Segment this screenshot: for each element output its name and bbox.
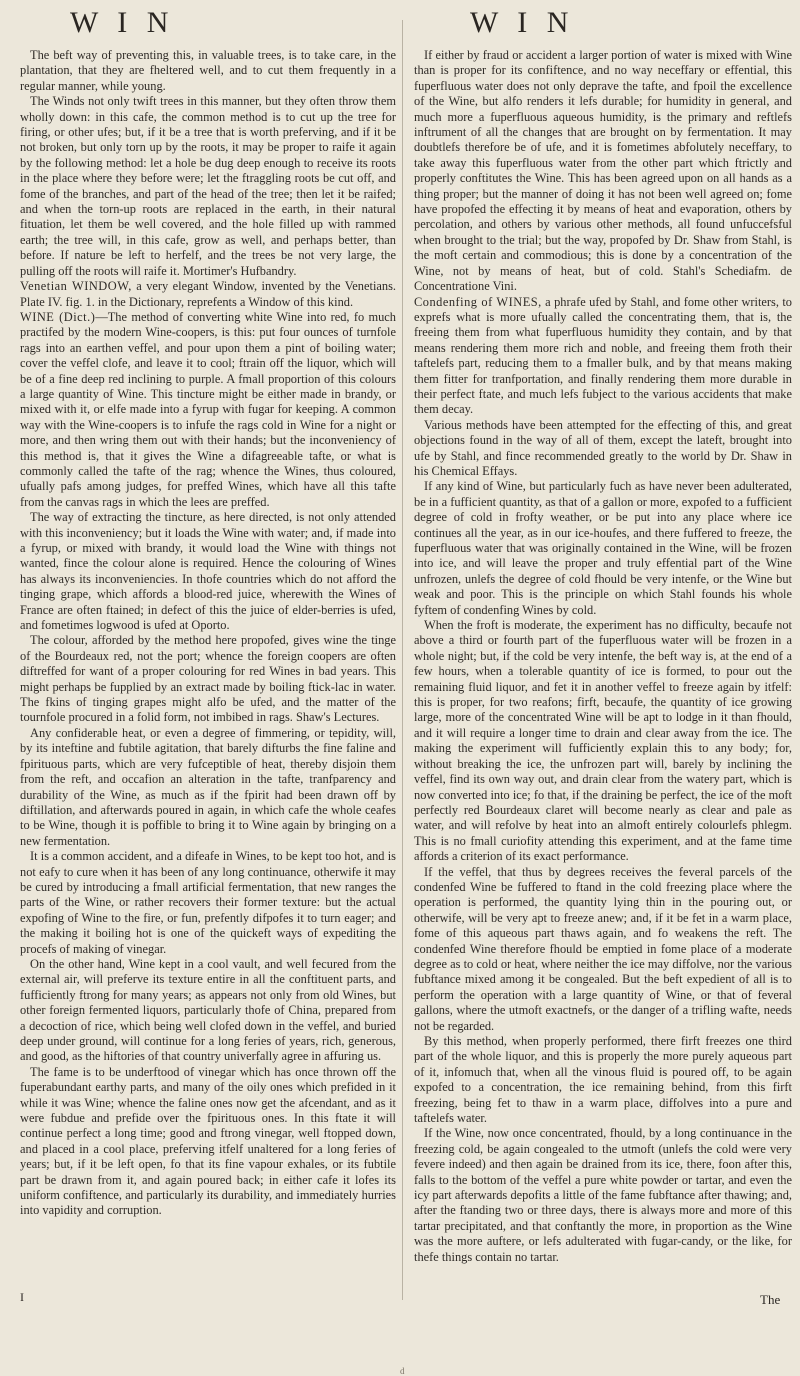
folio-mark: d [400,1366,405,1376]
paragraph: If the Wine, now once concentrated, fhould, by a long continuance in the freezing cold, be again congealed to the utmoft (unlefs the cold were very fevere indeed) and then again be drained from its ice, there, foon after this, falls to the bottom of the veffel a pure white powder or tartar, and even the icy part afterwards depofits a little of the fame fubftance after thawing; and, after the ftanding two or three days, there is always more and more of this tartar precipitated, and that conftantly the more, in proportion as the Wine was the more auftere, or lefs adulterated with fugar-candy, or the like, for thefe things contain no tartar. [414,1126,792,1264]
paragraph: The colour, afforded by the method here propofed, gives wine the tinge of the Bourdeaux red, not the port; whence the foreign coopers are often diftreffed for want of a proper colouring for red Wines in bad years. This might perhaps be fupplied by an extract made by boiling ftick-lac in water. The fkins of tinging grapes might alfo be ufed, and the matter of the tournfole procured in a folid form, not imbibed in rags. Shaw's Lectures. [20,633,396,725]
paragraph: When the froft is moderate, the experiment has no difficulty, becaufe not above a third or fourth part of the fuperfluous water will be frozen in a whole night; but, if the cold be very intenfe, the beft way is, at the end of a few hours, when a tolerable quantity of ice is formed, to pour out the remaining fluid liquor, and fet it in another veffel to freeze again by itfelf: this is proper, for two reafons; firft, becaufe, the quantity of ice growing large, more of the concentrated Wine will be apt to lodge in it than fhould, and it will require a longer time to drain and clear away from the ice. The making the experiment will fufficiently explain this to any body; for, without breaking the ice, the unfrozen part will, barely by inclining the veffel, find its own way out, and drain clear from the watery part, which is now converted into ice; fo that, if the draining be perfect, the ice of the moft perfectly red Bourdeaux claret will become nearly as clear and pale as water, and will refolve by heat into an almoft entirely colourlefs phlegm. This is no fmall curiofity attending this experiment, and at the fame time affords a criterion of its exact performance. [414,618,792,864]
dictionary-entry [20,279,396,310]
entry-headword: Venetian WINDOW, [20,279,132,294]
entry-headword: Condenfing of WINES, [414,294,542,309]
entry-text: a very elegant Window, invented by the Venetians. Plate IV. fig. 1. in the Dictionary, reprefents a Window of this kind. [20,279,396,309]
running-head-right: W I N [470,6,575,39]
entry-headword: WINE (Dict.) [20,309,96,324]
dictionary-entry [414,295,792,418]
signature-mark: I [20,1290,24,1304]
dictionary-entry [20,310,396,510]
left-column [20,48,396,1219]
paragraph: On the other hand, Wine kept in a cool vault, and well fecured from the external air, will preferve its texture entire in all the conftituent parts, and fufficiently ftrong for many years; as appears not only from old Wines, but other foreign fermented liquors, particularly thofe of China, prepared from a decoction of rice, which being well clofed down in the veffel, and buried deep under ground, will continue for a long feries of years, rich, generous, and good, as the hiftories of that country univerfally agree in affuring us. [20,956,396,1064]
catchword: The [760,1292,781,1307]
right-column [414,48,792,1265]
entry-text: a phrafe ufed by Stahl, and fome other writers, to exprefs what is more ufually called the concentrating them, that is, the freeing them from what fuperfluous humidity they contain, and by that means rendering them more rich and noble, and freeing them froth their taftelefs part, reducing them to a fmaller bulk, and by that means making them fitter for tranfportation, and finally rendering them more durable in their perfect ftate, and much lefs fubject to the various accidents that make them decay. [414,294,793,417]
paragraph: If either by fraud or accident a larger portion of water is mixed with Wine than is proper for its confiftence, and no way neceffary or effential, this fuperfluous water does not only deprave the tafte, and fpoil the excellence of the Wine, but alfo renders it lefs durable; for humidity in general, and much more a fuperfluous aqueous humidity, is the primary and reftlefs inftrument of all the changes that are brought on by fermentation. It may doubtlefs therefore be of ufe, and it is fometimes abfolutely neceffary, to take away this fuperfluous water from the other part which ftrictly and properly conftitutes the Wine. This has been agreed upon on all hands as a thing proper; but the manner of doing it has not been well agreed on; fome have propofed the effecting it by means of heat and evaporation, others by percolation, and others by various other methods, all found unfuccefsful when brought to the trial; but the way, propofed by Dr. Shaw from Stahl, is the moft certain and commodious; this is done by a concentration of the Wine, not by means of heat, but of cold. Stahl's Schediafm. de Concentratione Vini. [414,48,792,294]
paragraph: The fame is to be underftood of vinegar which has once thrown off the fuperabundant earthy parts, and many of the oily ones which prefided in it while it was Wine; whence the faline ones now get the afcendant, and as it were fubdue and prefide over the fpirituous ones. In this ftate it will continue perfect a long time; good and ftrong vinegar, well ftopped down, and placed in a cool place, preferving itfelf unaltered for a long feries of years; but, if it be left open, fo that its fine vapour exhales, or its fubtile part be drawn from it, and again poured back; in either cafe it lofes its uniform confiftence, and particularly its durability, and immediately hurries into vapidity and corruption. [20,1064,396,1218]
paragraph: The beft way of preventing this, in valuable trees, is to take care, in the plantation, that they are fheltered well, and to cut them frequently in a regular manner, while young. [20,48,396,93]
paragraph: If the veffel, that thus by degrees receives the feveral parcels of the condenfed Wine be fuffered to ftand in the cold freezing place where the operation is performed, the quantity lying thin in the pouring out, or otherwife, will be very apt to freeze anew; and, if it be fet in a warm place, fome of this aqueous part thaws again, and fo weakens the reft. The condenfed Wine therefore fhould be emptied in fome place of a moderate degree as to cold or heat, where neither the ice may diffolve, nor the various fubftance mixed among it be congealed. But the beft expedient of all is to perform the operation with a large quantity of Wine, or that of feveral gallons, where the utmoft exactnefs, or the danger of a trifling wafte, needs not be regarded. [414,864,792,1033]
paragraph: Various methods have been attempted for the effecting of this, and great objections found in the way of all of them, except the lateft, brought into ufe by Stahl, and fince recommended greatly to the world by Dr. Shaw in his Chemical Effays. [414,417,792,478]
paragraph: Any confiderable heat, or even a degree of fimmering, or tepidity, will, by its inteftine and fubtile agitation, that barely difturbs the fine faline and fpirituous parts, which are very fufceptible of heat, thereby disjoin them from the reft, and occafion an alteration in the tafte, tranfparency and durability of the Wine, as much as if the fpirit had been drawn off by diftillation, and afterwards poured in again, in which cafe the whole ceafes to be Wine, though it is poffible to bring it to Wine again by bringing on a new fermentation. [20,725,396,848]
paragraph: The way of extracting the tincture, as here directed, is not only attended with this inconveniency; but it loads the Wine with water; and, if made into a fyrup, or mixed with brandy, it would load the Wine with things not wanted, fince the colour alone is required. Hence the colouring of Wines has always its inconveniencies. In thofe countries which do not afford the tinging grape, which affords a blood-red juice, wherewith the Wines of France are often ftained; in defect of this the juice of elder-berries is ufed, and fometimes logwood is ufed at Oporto. [20,510,396,633]
running-head-left: W I N [70,6,175,39]
running-header [0,6,800,46]
column-gutter [402,20,403,1300]
paragraph: By this method, when properly performed, there firft freezes one third part of the whole liquor, and this is properly the more purely aqueous part of it, infomuch that, when all the vinous fluid is poured off, to be again expofed to a concentration, the ice remaining behind, from this firft freezing, being fet to thaw in a warm place, diffolves into a pure and taftelefs water. [414,1034,792,1126]
paragraph: If any kind of Wine, but particularly fuch as have never been adulterated, be in a fufficient quantity, as that of a gallon or more, expofed to a fufficient degree of cold in frofty weather, or be put into any place where ice continues all the year, as in our ice-houfes, and there fuffered to freeze, the fuperfluous water that was originally contained in the Wine, will be frozen into ice, and will leave the proper and truly effential part of the Wine unfrozen, unlefs the degree of cold fhould be very intenfe, or the Wine but weak and poor. This is the principle on which Stahl founds his whole fyftem of condenfing Wines by cold. [414,479,792,617]
paragraph: It is a common accident, and a difeafe in Wines, to be kept too hot, and is not eafy to cure when it has been of any long continuance, otherwife it may be cured by introducing a fmall artificial fermentation, that new ranges the parts of the Wine, or rather recovers their former texture: but the actual expofing of Wine to the fire, or fun, prefently difpofes it to turn eager; and the making it boiling hot is one of the quickeft ways of expediting the procefs of making of vinegar. [20,849,396,956]
entry-text: —The method of converting white Wine into red, fo much practifed by the modern Wine-coopers, is this: put four ounces of turnfole rags into an earthen veffel, and pour upon them a pint of boiling water; cover the veffel clofe, and leave it to cool; ftrain off the liquor, which will be of a fine deep red inclining to purple. A fmall proportion of this colours a large quantity of Wine. This tincture might be either made in brandy, or mixed with it, or elfe made into a fyrup with fugar for keeping. A common way with the Wine-coopers is to infufe the rags cold in Wine for a night or more, and then wring them out with their hands; but the inconveniency of this method is, that it gives the Wine a difagreeable tafte, or what is commonly called the tafte of the rag; whence the Wines, thus coloured, ufually pafs among judges, for preffed Wines, which have all this tafte from the canvas rags in which the lees are preffed. [20,309,396,509]
paragraph: The Winds not only twift trees in this manner, but they often throw them wholly down: in this cafe, the common method is to cut up the tree for firing, or other ufes; but, if it be a tree that is worth preferving, and if it be not broken, but only torn up by the roots, it may be proper to raife it again by the following method: let a hole be dug deep enough to receive its roots in the place where they before were; let the ftraggling roots be cut off, and fome of the branches, and part of the head of the tree; then let it be raifed; and when the torn-up roots are replaced in the earth, in their natural fituation, let them be well covered, and the hole filled up with rammed earth; the tree will, in this cafe, grow as well, and perhaps better, than before. If nature be left to herfelf, and the trees be not very large, the pulling off the roots will raife it. Mortimer's Hufbandry. [20,94,396,278]
